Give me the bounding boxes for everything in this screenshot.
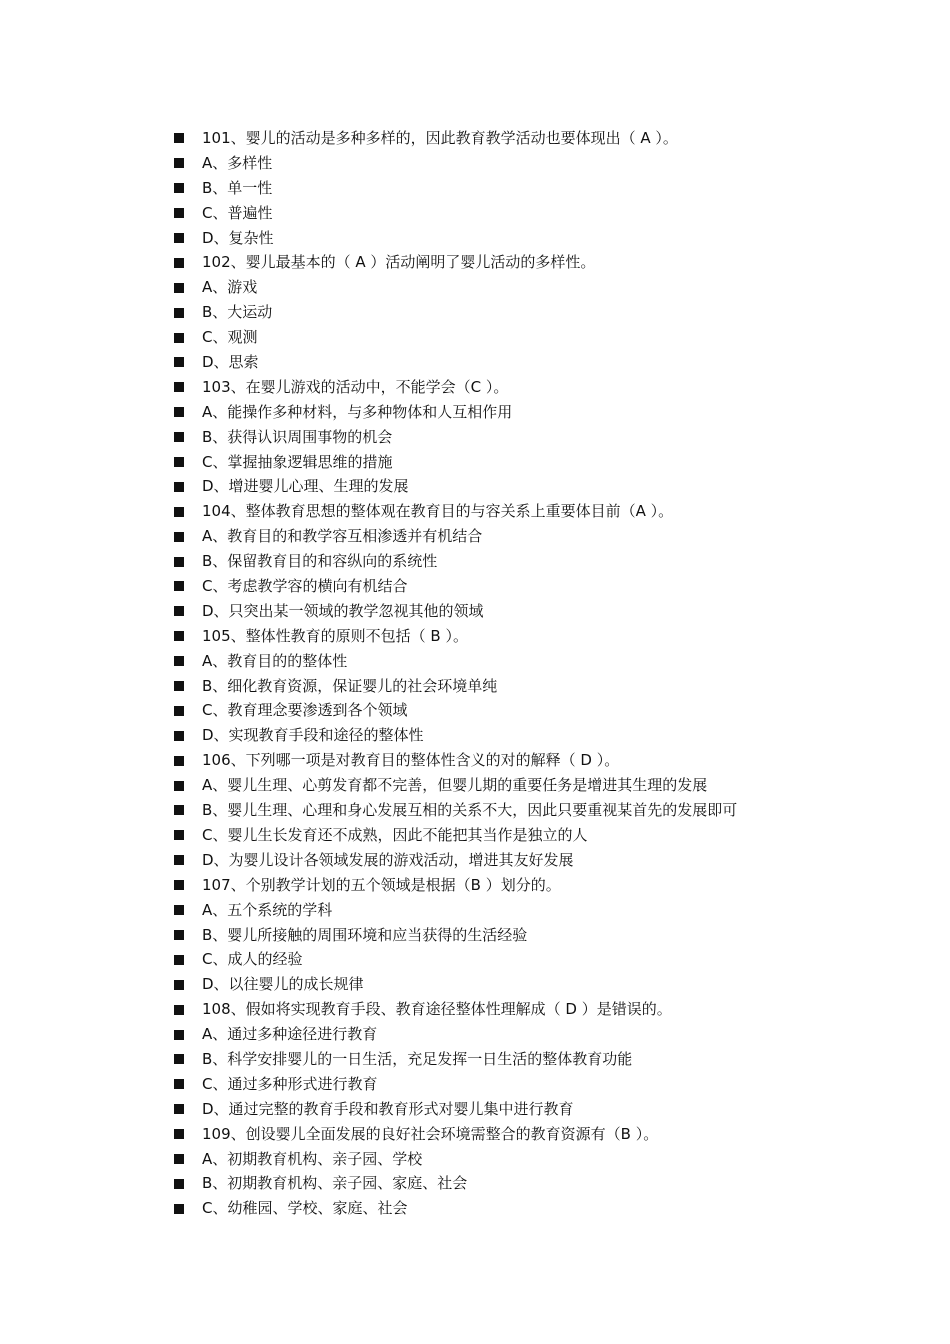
square-bullet-icon <box>174 233 184 243</box>
square-bullet-icon <box>174 581 184 591</box>
square-bullet-icon <box>174 158 184 168</box>
item-text: 107、个别教学计划的五个领域是根据（B ）划分的。 <box>202 875 561 894</box>
item-text: C、教育理念要渗透到各个领域 <box>202 701 408 720</box>
list-item <box>174 425 737 450</box>
item-text: A、教育目的的整体性 <box>202 651 348 670</box>
item-text: C、婴儿生长发育还不成熟，因此不能把其当作是独立的人 <box>202 825 588 844</box>
list-item <box>174 300 737 325</box>
square-bullet-icon <box>174 681 184 691</box>
square-bullet-icon <box>174 880 184 890</box>
square-bullet-icon <box>174 482 184 492</box>
square-bullet-icon <box>174 407 184 417</box>
square-bullet-icon <box>174 1030 184 1040</box>
list-item <box>174 250 737 275</box>
square-bullet-icon <box>174 133 184 143</box>
item-text: A、教育目的和教学容互相渗透并有机结合 <box>202 527 483 546</box>
square-bullet-icon <box>174 308 184 318</box>
item-text: C、观测 <box>202 328 258 347</box>
square-bullet-icon <box>174 333 184 343</box>
square-bullet-icon <box>174 830 184 840</box>
list-item <box>174 275 737 300</box>
list-item <box>174 350 737 375</box>
list-item <box>174 898 737 923</box>
item-text: 101、婴儿的活动是多种多样的，因此教育教学活动也要体现出（ A ）。 <box>202 129 678 147</box>
square-bullet-icon <box>174 1179 184 1189</box>
list-item <box>174 549 737 574</box>
item-text: A、婴儿生理、心剪发育都不完善，但婴儿期的重要任务是增进其生理的发展 <box>202 776 708 795</box>
item-text: C、通过多种形式进行教育 <box>202 1074 378 1093</box>
square-bullet-icon <box>174 656 184 666</box>
list-item <box>174 400 737 425</box>
item-text: B、科学安排婴儿的一日生活，充足发挥一日生活的整体教育功能 <box>202 1049 633 1068</box>
list-item <box>174 624 737 649</box>
square-bullet-icon <box>174 382 184 392</box>
square-bullet-icon <box>174 432 184 442</box>
item-text: B、获得认识周围事物的机会 <box>202 427 393 446</box>
item-text: C、掌握抽象逻辑思维的措施 <box>202 452 393 471</box>
item-text: B、婴儿所接触的周围环境和应当获得的生活经验 <box>202 925 528 944</box>
item-text: C、幼稚园、学校、家庭、社会 <box>202 1199 408 1218</box>
list-item <box>174 674 737 699</box>
item-text: A、多样性 <box>202 153 273 172</box>
list-item <box>174 499 737 524</box>
list-item <box>174 599 737 624</box>
list-item <box>174 1097 737 1122</box>
item-text: D、只突出某一领域的教学忽视其他的领域 <box>202 601 484 620</box>
list-item <box>174 201 737 226</box>
item-text: B、大运动 <box>202 303 273 322</box>
list-item <box>174 1072 737 1097</box>
item-text: B、初期教育机构、亲子园、家庭、社会 <box>202 1174 468 1193</box>
square-bullet-icon <box>174 357 184 367</box>
square-bullet-icon <box>174 1054 184 1064</box>
square-bullet-icon <box>174 905 184 915</box>
list-item <box>174 1147 737 1172</box>
square-bullet-icon <box>174 1154 184 1164</box>
square-bullet-icon <box>174 955 184 965</box>
list-item <box>174 1122 737 1147</box>
item-text: 106、下列哪一项是对教育目的整体性含义的对的解释（ D ）。 <box>202 751 620 770</box>
square-bullet-icon <box>174 1204 184 1214</box>
square-bullet-icon <box>174 930 184 940</box>
item-text: B、保留教育目的和容纵向的系统性 <box>202 552 438 571</box>
list-item <box>174 226 737 251</box>
list-item <box>174 798 737 823</box>
square-bullet-icon <box>174 731 184 741</box>
list-item <box>174 997 737 1022</box>
item-text: 108、假如将实现教育手段、教育途径整体性理解成（ D ）是错误的。 <box>202 1000 672 1019</box>
list-item <box>174 848 737 873</box>
square-bullet-icon <box>174 1005 184 1015</box>
list-item <box>174 1171 737 1196</box>
item-text: D、思索 <box>202 353 259 372</box>
square-bullet-icon <box>174 1104 184 1114</box>
list-item <box>174 524 737 549</box>
square-bullet-icon <box>174 457 184 467</box>
list-item <box>174 972 737 997</box>
item-text: 103、在婴儿游戏的活动中，不能学会（C ）。 <box>202 377 509 396</box>
list-item <box>174 947 737 972</box>
item-text: D、为婴儿设计各领域发展的游戏活动，增进其友好发展 <box>202 850 574 869</box>
list-item <box>174 151 737 176</box>
item-text: B、婴儿生理、心理和身心发展互相的关系不大，因此只要重视某首先的发展即可 <box>202 801 738 820</box>
item-text: A、游戏 <box>202 278 258 297</box>
list-item <box>174 923 737 948</box>
square-bullet-icon <box>174 980 184 990</box>
square-bullet-icon <box>174 756 184 766</box>
list-item <box>174 375 737 400</box>
item-text: A、初期教育机构、亲子园、学校 <box>202 1149 423 1168</box>
square-bullet-icon <box>174 855 184 865</box>
list-item <box>174 126 737 151</box>
list-item <box>174 823 737 848</box>
list-item <box>174 574 737 599</box>
item-text: B、细化教育资源，保证婴儿的社会环境单纯 <box>202 676 498 695</box>
item-text: 109、创设婴儿全面发展的良好社会环境需整合的教育资源有（B ）。 <box>202 1124 659 1143</box>
square-bullet-icon <box>174 781 184 791</box>
item-text: A、通过多种途径进行教育 <box>202 1025 378 1044</box>
square-bullet-icon <box>174 706 184 716</box>
list-item <box>174 474 737 499</box>
square-bullet-icon <box>174 507 184 517</box>
square-bullet-icon <box>174 557 184 567</box>
item-text: A、能操作多种材料，与多种物体和人互相作用 <box>202 402 513 421</box>
square-bullet-icon <box>174 1079 184 1089</box>
item-text: C、成人的经验 <box>202 950 303 969</box>
square-bullet-icon <box>174 631 184 641</box>
list-item <box>174 1022 737 1047</box>
item-text: D、通过完整的教育手段和教育形式对婴儿集中进行教育 <box>202 1099 574 1118</box>
list-item <box>174 325 737 350</box>
item-text: 105、整体性教育的原则不包括（ B ）。 <box>202 626 468 645</box>
item-text: A、五个系统的学科 <box>202 900 333 919</box>
square-bullet-icon <box>174 258 184 268</box>
question-list <box>174 126 737 1221</box>
square-bullet-icon <box>174 805 184 815</box>
list-item <box>174 873 737 898</box>
item-text: 102、婴儿最基本的（ A ）活动阐明了婴儿活动的多样性。 <box>202 253 596 272</box>
list-item <box>174 698 737 723</box>
square-bullet-icon <box>174 606 184 616</box>
square-bullet-icon <box>174 532 184 542</box>
list-item <box>174 450 737 475</box>
list-item <box>174 1047 737 1072</box>
item-text: 104、整体教育思想的整体观在教育目的与容关系上重要体目前（A ）。 <box>202 502 674 521</box>
square-bullet-icon <box>174 183 184 193</box>
item-text: D、增进婴儿心理、生理的发展 <box>202 477 409 496</box>
list-item <box>174 1196 737 1221</box>
list-item <box>174 176 737 201</box>
item-text: D、以往婴儿的成长规律 <box>202 975 364 994</box>
square-bullet-icon <box>174 283 184 293</box>
list-item <box>174 773 737 798</box>
square-bullet-icon <box>174 208 184 218</box>
square-bullet-icon <box>174 1129 184 1139</box>
list-item <box>174 748 737 773</box>
list-item <box>174 649 737 674</box>
item-text: C、考虑教学容的横向有机结合 <box>202 577 408 596</box>
item-text: B、单一性 <box>202 178 273 197</box>
item-text: C、普遍性 <box>202 203 273 222</box>
item-text: D、实现教育手段和途径的整体性 <box>202 726 424 745</box>
item-text: D、复杂性 <box>202 228 274 247</box>
list-item <box>174 723 737 748</box>
